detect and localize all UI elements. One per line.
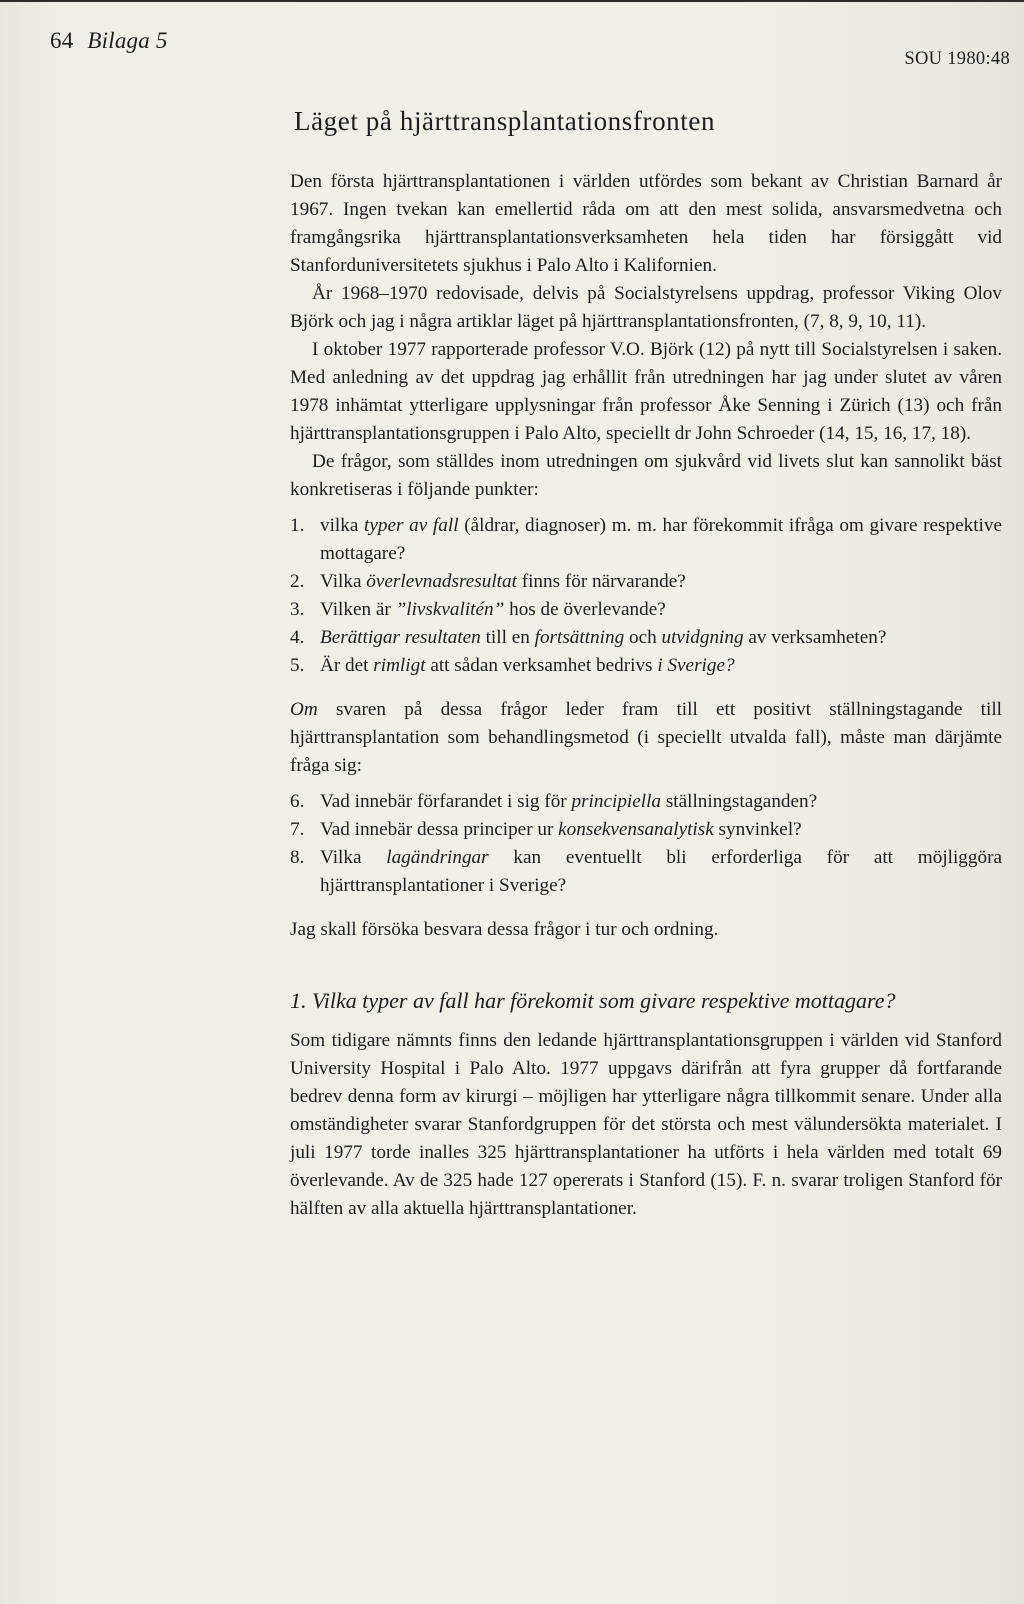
list-item: 1. vilka typer av fall (åldrar, diagnoser) m. m. har förekommit ifråga om givare respektive mottagare? (290, 515, 1002, 564)
list-item: 6. Vad innebär förfarandet i sig för principiella ställningstaganden? (290, 791, 818, 812)
list-item: 7. Vad innebär dessa principer ur konsekvensanalytisk synvinkel? (290, 819, 802, 840)
appendix-label: Bilaga 5 (87, 28, 168, 53)
list-item: 2. Vilka överlevnadsresultat finns för närvarande? (290, 571, 686, 592)
report-id: SOU 1980:48 (904, 49, 1010, 69)
top-border-line (0, 0, 1024, 2)
section-paragraph: Som tidigare nämnts finns den ledande hjärttransplantationsgruppen i världen vid Stanford University Hospital i Palo Alto. 1977 uppgavs därifrån att fyra grupper då fortfarande bedrev denna form av kirurgi – möjligen har ytterligare några tillkommit senare. Under alla omständigheter svarar Stanfordgruppen för det största och mest välundersökta materialet. I juli 1977 torde inalles 325 hjärttransplantationer ha utförts i hela världen med totalt 69 överlevande. Av de 325 hade 127 opererats i Stanford (15). F. n. svarar troligen Stanford för hälften av alla aktuella hjärttransplantationer. (290, 1030, 1002, 1219)
page-header-left (50, 28, 168, 54)
section-heading: 1. Vilka typer av fall har förekomit som givare respektive mottagare? (290, 988, 896, 1013)
question-list-1 (290, 512, 1002, 680)
document-body (290, 168, 1002, 1223)
paragraph-intro: Den första hjärttransplantationen i världen utfördes som bekant av Christian Barnard år 1967. Ingen tvekan kan emellertid råda om att den mest solida, ansvarsmedvetna och framgångsrika hjärttransplantationsverksamheten hela tiden har försiggått vid Stanforduniversitetets sjukhus i Palo Alto i Kalifornien. (290, 171, 1002, 276)
list-item: 8. Vilka lagändringar kan eventuellt bli erforderliga för att möjliggöra hjärttransplantationer i Sverige? (290, 847, 1002, 896)
list-item: 5. Är det rimligt att sådan verksamhet bedrivs i Sverige? (290, 655, 735, 676)
paragraph-questions-intro: De frågor, som ställdes inom utredningen om sjukvård vid livets slut kan sannolikt bäst konkretiseras i följande punkter: (290, 451, 1002, 500)
paragraph-om: Om svaren på dessa frågor leder fram till ett positivt ställningstagande till hjärttransplantation som behandlingsmetod (i speciellt utvalda fall), måste man därjämte fråga sig: (290, 699, 1002, 776)
question-list-2 (290, 788, 1002, 900)
page-number: 64 (50, 28, 74, 53)
paragraph-1968: År 1968–1970 redovisade, delvis på Socialstyrelsens uppdrag, professor Viking Olov Björk och jag i några artiklar läget på hjärttransplantationsfronten, (7, 8, 9, 10, 11). (290, 283, 1002, 332)
paragraph-1977: I oktober 1977 rapporterade professor V.O. Björk (12) på nytt till Socialstyrelsen i saken. Med anledning av det uppdrag jag erhållit från utredningen har jag under slutet av våren 1978 inhämtat ytterligare upplysningar från professor Åke Senning i Zürich (13) och från hjärttransplantationsgruppen i Palo Alto, speciellt dr John Schroeder (14, 15, 16, 17, 18). (290, 339, 1002, 444)
list-item: 3. Vilken är ”livskvalitén” hos de överlevande? (290, 599, 666, 620)
list-item: 4. Berättigar resultaten till en fortsättning och utvidgning av verksamheten? (290, 627, 887, 648)
page-title: Läget på hjärttransplantationsfronten (294, 106, 716, 136)
paragraph-closing: Jag skall försöka besvara dessa frågor i tur och ordning. (290, 919, 719, 940)
